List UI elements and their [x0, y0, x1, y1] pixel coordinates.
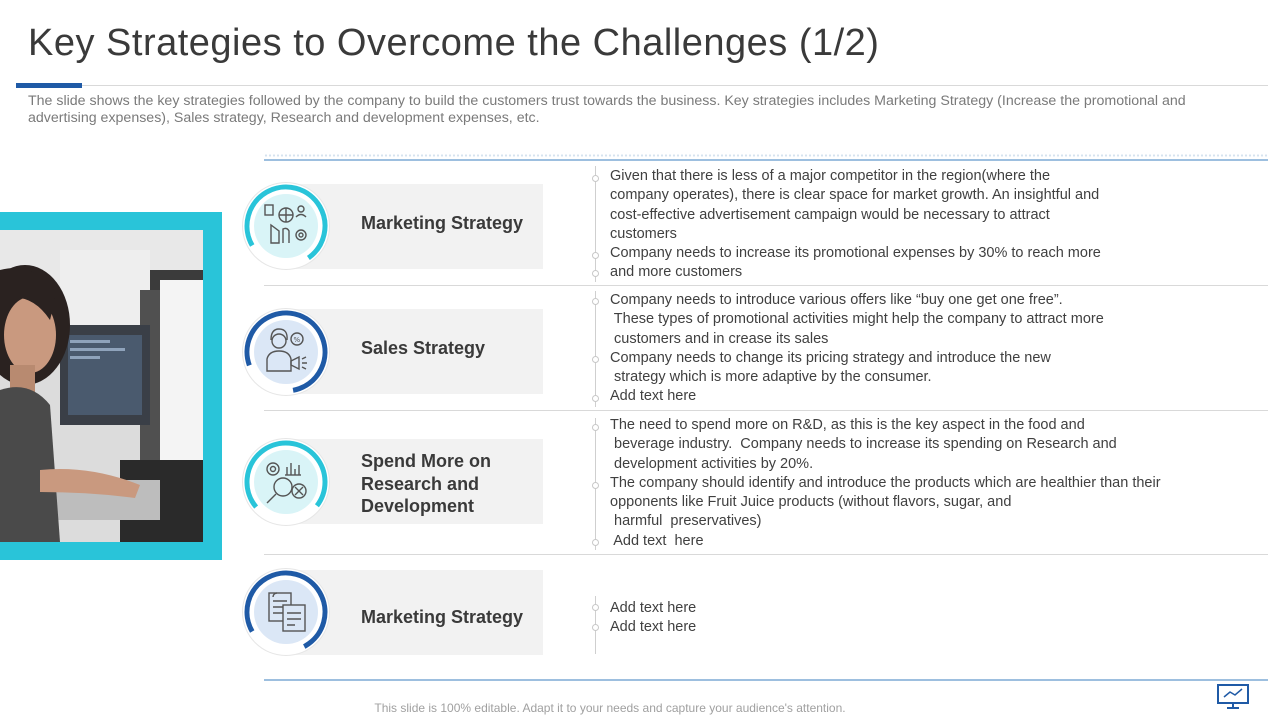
bullet-dot [592, 270, 599, 277]
title-accent-bar [16, 83, 82, 88]
strategy-icon-circle [243, 183, 329, 269]
title-divider [16, 85, 1268, 86]
office-photo [0, 230, 203, 542]
strategy-description: The need to spend more on R&D, as this is the key aspect in the food and beverage industry. Company needs to increase its spending on Research and development activities by 20%. The company should identify and introduce the products which are healthier than their opponents like Fruit Juice products (without flavors, sugar, and harmful preservatives) Add text here [610, 417, 1161, 549]
svg-text:%: % [293, 336, 301, 344]
strategy-description: Given that there is less of a major competitor in the region(where the company operates), there is clear space for market growth. An insightful and cost-effective advertisement campaign would be necessary to attract customers Company needs to increase its promotional expenses by 30% to reach more and more customers [610, 168, 1101, 281]
sales-icon [243, 309, 329, 395]
bullet-dot [592, 395, 599, 402]
bullet-track [595, 291, 596, 407]
bullet-dot [592, 424, 599, 431]
bullet-dot [592, 604, 599, 611]
row-separator [264, 410, 1268, 411]
bullet-dot [592, 539, 599, 546]
strategy-label: Spend More on Research and Development [361, 451, 491, 516]
bullet-dot [592, 624, 599, 631]
bullet-dot [592, 252, 599, 259]
woman-at-computer-image [0, 230, 203, 542]
bullet-dot [592, 482, 599, 489]
strategy-description: Add text here Add text here [610, 600, 697, 636]
footer-note: This slide is 100% editable. Adapt it to your needs and capture your audience's attention. [374, 701, 846, 715]
strategy-icon-circle [243, 309, 329, 395]
marketing-icon [243, 183, 329, 269]
strategy-description: Company needs to introduce various offers like “buy one get one free”. These types of promotional activities might help the company to attract more customers and in crease its sales Company needs to change its pricing strategy and introduce the new strategy which is more adaptive by the consumer. Add text here [610, 292, 1104, 405]
strategy-label: Marketing Strategy [361, 213, 524, 233]
presentation-board-icon [1216, 683, 1250, 714]
slide-title: Key Strategies to Overcome the Challenges (1/2) [28, 22, 880, 64]
bullet-dot [592, 175, 599, 182]
slide-subtitle: The slide shows the key strategies followed by the company to build the customers trust towards the business. Key strategies includes Marketing Strategy (Increase the promotional and advertising expenses), Sales strategy, Research and development expenses, etc. [28, 93, 1186, 126]
research-icon [243, 439, 329, 525]
table-top-dots [264, 153, 1268, 158]
bullet-track [595, 166, 596, 282]
strategy-icon-circle [243, 439, 329, 525]
row-separator [264, 285, 1268, 286]
table-bottom-rule [264, 679, 1268, 681]
row-separator [264, 554, 1268, 555]
report-icon [243, 569, 329, 655]
strategy-label: Marketing Strategy [361, 607, 524, 627]
bullet-dot [592, 298, 599, 305]
strategy-label: Sales Strategy [361, 338, 486, 358]
table-top-rule [264, 159, 1268, 161]
bullet-dot [592, 356, 599, 363]
strategy-icon-circle [243, 569, 329, 655]
